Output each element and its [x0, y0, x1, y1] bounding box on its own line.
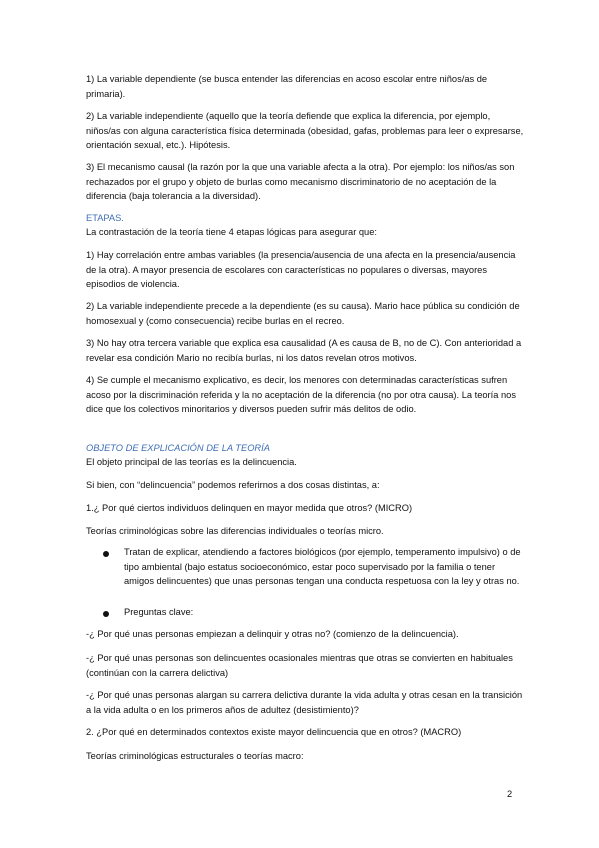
heading-objeto-explicacion: OBJETO DE EXPLICACIÓN DE LA TEORÍA	[86, 443, 270, 453]
paragraph-pregunta-desistimiento: -¿ Por qué unas personas alargan su carrera delictiva durante la vida adulta y otras cesan en la transición a la vida adulta o en los primeros años de adultez (desistimiento)?	[86, 690, 523, 715]
page-number: 2	[507, 789, 513, 799]
heading-etapas: ETAPAS.	[86, 213, 124, 223]
paragraph-objeto-intro: El objeto principal de las teorías es la delincuencia.	[86, 457, 297, 467]
paragraph-etapa-2: 2) La variable independiente precede a la dependiente (es su causa). Mario hace pública su condición de homosexual y (como consecuencia) recibe burlas en el recreo.	[86, 301, 520, 326]
paragraph-etapa-4: 4) Se cumple el mecanismo explicativo, es decir, los menores con determinadas características sufren acoso por la discriminación referida y la no aceptación de la diferencia (no por otra causa). La teoría nos dice que los colectivos minoritarios y diversos pueden sufrir más delitos de odio.	[86, 375, 516, 415]
paragraph-pregunta-micro: 1.¿ Por qué ciertos individuos delinquen en mayor medida que otros? (MICRO)	[86, 503, 413, 513]
bullet-item-explicacion: Tratan de explicar, atendiendo a factores biológicos (por ejemplo, temperamento impulsivo) o de tipo ambiental (bajo estatus socioeconómico, estar poco supervisado por la familia o tener amigos delincuentes) que unas personas tengan una conducta respetuosa con la ley y otras no.	[124, 547, 521, 587]
paragraph-variable-independiente: 2) La variable independiente (aquello que la teoría defiende que explica la diferencia, por ejemplo, niños/as con alguna característica física determinada (obesidad, gafas, problemas para leer o expresarse, orientación sexual, etc.). Hipótesis.	[86, 111, 524, 151]
bullet-item-preguntas-clave: Preguntas clave:	[124, 607, 194, 617]
paragraph-teorias-macro: Teorías criminológicas estructurales o teorías macro:	[86, 751, 304, 761]
bullet-dot	[103, 611, 109, 617]
paragraph-teorias-micro: Teorías criminológicas sobre las diferencias individuales o teorías micro.	[86, 526, 384, 536]
paragraph-etapas-intro: La contrastación de la teoría tiene 4 etapas lógicas para asegurar que:	[86, 227, 377, 237]
bullet-dot	[103, 551, 109, 557]
paragraph-etapa-1: 1) Hay correlación entre ambas variables (la presencia/ausencia de una afecta en la presencia/ausencia de la otra). A mayor presencia de escolares con características no populares o diversas, mayores episodios de violencia.	[86, 250, 516, 290]
paragraph-etapa-3: 3) No hay otra tercera variable que explica esa causalidad (A es causa de B, no de C). Con anterioridad a revelar esa condición Mario no recibía burlas, ni los datos revelan otros motivos.	[86, 338, 522, 363]
paragraph-pregunta-macro: 2. ¿Por qué en determinados contextos existe mayor delincuencia que en otros? (MACRO)	[86, 727, 462, 737]
paragraph-variable-dependiente: 1) La variable dependiente (se busca entender las diferencias en acoso escolar entre niños/as de primaria).	[86, 74, 488, 99]
paragraph-pregunta-comienzo: -¿ Por qué unas personas empiezan a delinquir y otras no? (comienzo de la delincuencia).	[86, 629, 459, 639]
paragraph-si-bien: Si bien, con “delincuencia” podemos referirnos a dos cosas distintas, a:	[86, 480, 380, 490]
paragraph-pregunta-habituales: -¿ Por qué unas personas son delincuentes ocasionales mientras que otras se convierten en habituales (continúan con la carrera delictiva)	[86, 653, 513, 678]
paragraph-mecanismo-causal: 3) El mecanismo causal (la razón por la que una variable afecta a la otra). Por ejemplo: los niños/as son rechazados por el grupo y objeto de burlas como mecanismo discriminatorio de no aceptación de la diferencia (baja tolerancia a la diversidad).	[86, 162, 515, 202]
